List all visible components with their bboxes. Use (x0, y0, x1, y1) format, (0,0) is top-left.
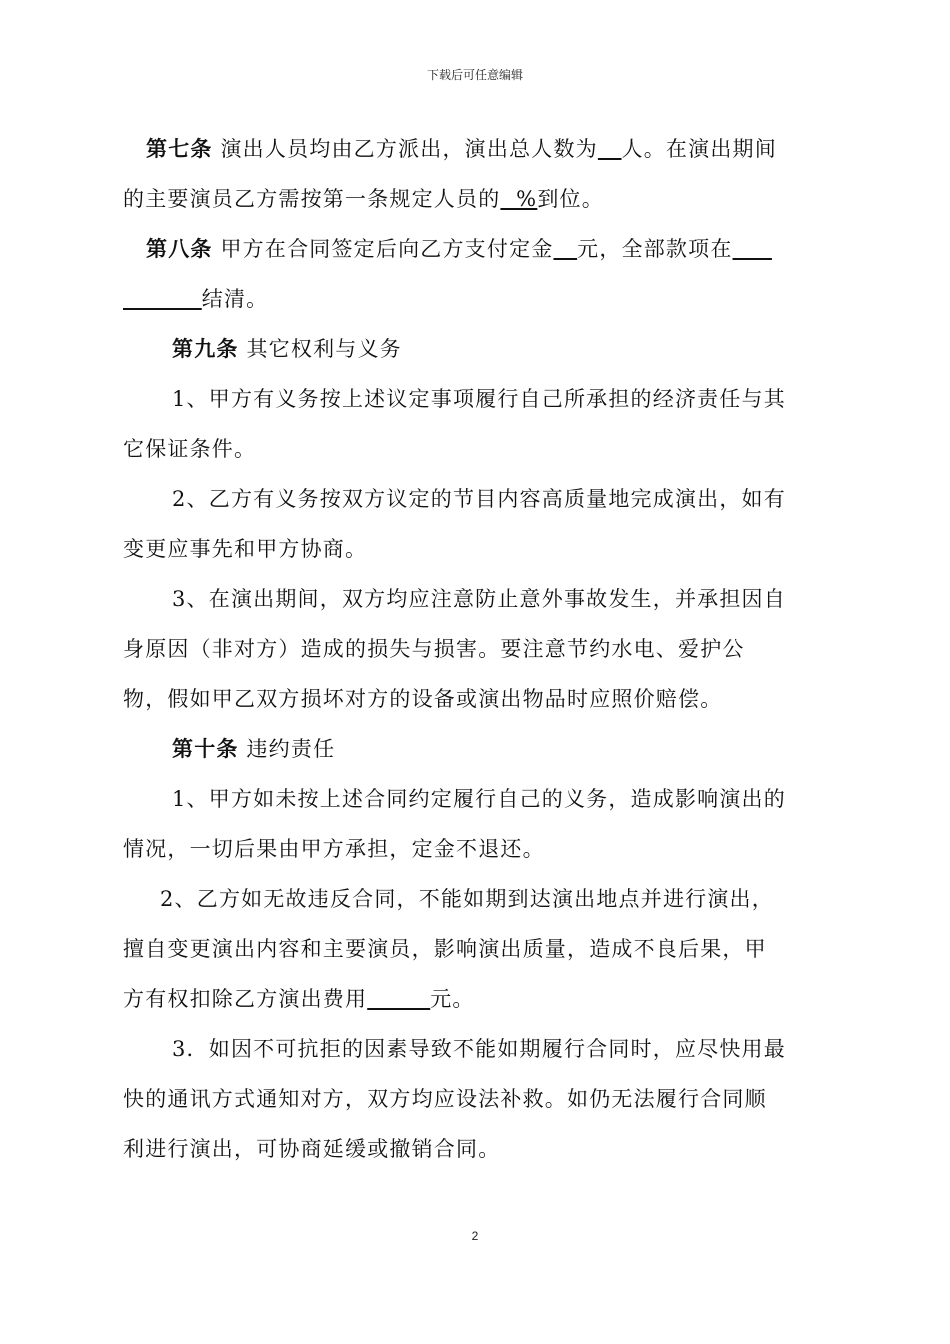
article-10-line-4: 擅自变更演出内容和主要演员，影响演出质量，造成不良后果，甲 (123, 937, 767, 961)
article-9-line-1: 1、甲方有义务按上述议定事项履行自己所承担的经济责任与其 (172, 387, 786, 411)
article-8-text-a: 甲方在合同签定后向乙方支付定金 (212, 237, 554, 261)
article-10-text-a: 方有权扣除乙方演出费用 (123, 987, 368, 1011)
article-7-blank-percent: % (500, 187, 538, 211)
article-10-blank-amount (367, 987, 430, 1011)
article-10-heading-text: 违约责任 (238, 737, 336, 761)
article-10-heading (172, 734, 335, 764)
article-7-text-c: 的主要演员乙方需按第一条规定人员的 (123, 187, 501, 211)
page-header: 下载后可任意编辑 (426, 68, 523, 82)
article-9-line-5: 3、在演出期间，双方均应注意防止意外事故发生，并承担因自 (172, 587, 786, 611)
article-9-line-2: 它保证条件。 (123, 437, 257, 461)
article-7-title: 第七条 (146, 137, 213, 161)
article-10-line-8: 利进行演出，可协商延缓或撤销合同。 (123, 1137, 501, 1161)
article-9-heading-text: 其它权利与义务 (238, 337, 402, 361)
article-8-title: 第八条 (146, 237, 213, 261)
article-9-heading (172, 334, 402, 364)
article-10-line-3: 2、乙方如无故违反合同，不能如期到达演出地点并进行演出， (160, 887, 774, 911)
article-7-text-d: 到位。 (537, 187, 604, 211)
article-10-line-2: 情况，一切后果由甲方承担，定金不退还。 (123, 837, 545, 861)
article-7-line-1 (146, 134, 777, 164)
article-8-blank-date-2 (123, 287, 202, 311)
article-9-title: 第九条 (172, 337, 239, 361)
article-10-line-6: 3．如因不可抗拒的因素导致不能如期履行合同时，应尽快用最 (172, 1037, 786, 1061)
article-10-text-b: 元。 (430, 987, 475, 1011)
article-10-line-5 (123, 984, 475, 1014)
article-8-text-c: 结清。 (201, 287, 269, 311)
article-7-text-b: 人。在演出期间 (621, 137, 777, 161)
article-10-title: 第十条 (172, 737, 239, 761)
article-8-blank-date-1 (733, 237, 772, 261)
article-10-line-7: 快的通讯方式通知对方，双方均应设法补救。如仍无法履行合同顺 (123, 1087, 767, 1111)
article-8-text-b: 元，全部款项在 (577, 237, 733, 261)
article-7-text-a: 演出人员均由乙方派出，演出总人数为 (212, 137, 598, 161)
article-9-line-6: 身原因（非对方）造成的损失与损害。要注意节约水电、爱护公 (123, 637, 745, 661)
article-8-line-2 (123, 284, 268, 314)
article-7-blank-persons (598, 137, 622, 161)
article-7-line-2 (123, 184, 604, 214)
article-9-line-3: 2、乙方有义务按双方议定的节目内容高质量地完成演出，如有 (172, 487, 786, 511)
page-number: 2 (471, 1229, 479, 1243)
article-8-blank-deposit (553, 237, 577, 261)
article-8-line-1 (146, 234, 772, 264)
article-9-line-4: 变更应事先和甲方协商。 (123, 537, 368, 561)
article-10-line-1: 1、甲方如未按上述合同约定履行自己的义务，造成影响演出的 (172, 787, 786, 811)
article-9-line-7: 物，假如甲乙双方损坏对方的设备或演出物品时应照价赔偿。 (123, 687, 723, 711)
